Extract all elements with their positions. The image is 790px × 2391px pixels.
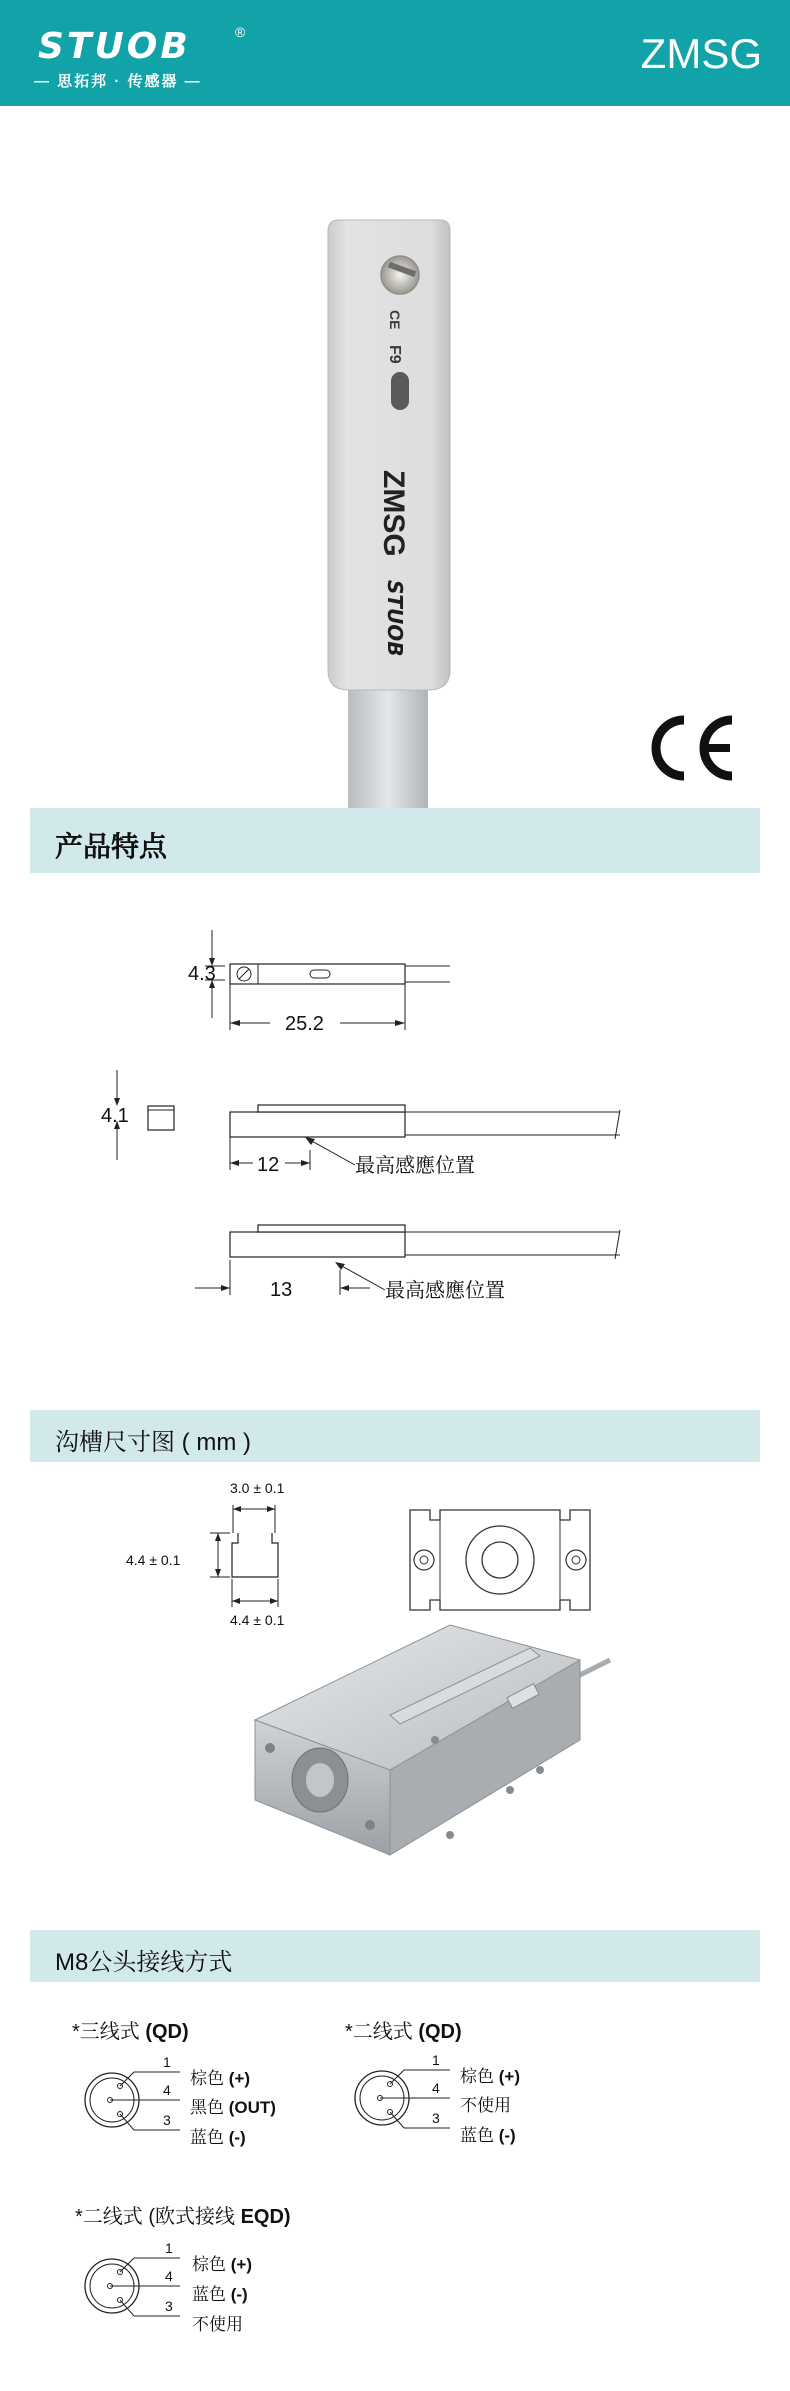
three-wire-pin-4: 4 — [163, 2082, 171, 2098]
brand-logo — [30, 26, 250, 92]
sense-position-label-b: 最高感應位置 — [385, 1278, 505, 1302]
marking-model: ZMSG — [377, 470, 410, 557]
dimension-side-view-b — [95, 1210, 655, 1320]
two-wire-eu-label-blue: 蓝色 (-) — [192, 2285, 248, 2304]
dim-sense-b-value: 13 — [270, 1279, 293, 1301]
three-wire-pin-1: 1 — [163, 2054, 171, 2070]
two-wire-title: *二线式 (QD) — [345, 2021, 462, 2043]
groove-dim-bottom: 4.4 ± 0.1 — [230, 1612, 285, 1628]
two-wire-eu-pin-4: 4 — [165, 2268, 173, 2284]
two-wire-eu-label-brown: 棕色 (+) — [192, 2255, 252, 2274]
three-wire-label-brown: 棕色 (+) — [190, 2069, 250, 2088]
two-wire-label-unused: 不使用 — [460, 2096, 511, 2115]
logo-wordmark: STUOB — [38, 26, 191, 67]
two-wire-pin-4: 4 — [432, 2080, 440, 2096]
three-wire-label-black: 黑色 (OUT) — [190, 2098, 276, 2117]
groove-dim-top: 3.0 ± 0.1 — [230, 1480, 285, 1496]
wiring-title: M8公头接线方式 — [55, 1949, 233, 1976]
sense-position-label-a: 最高感應位置 — [355, 1153, 475, 1177]
header-bar — [0, 0, 790, 106]
three-wire-pin-3: 3 — [163, 2112, 171, 2128]
features-title: 产品特点 — [55, 831, 168, 862]
two-wire-eu-pin-3: 3 — [165, 2298, 173, 2314]
two-wire-label-blue: 蓝色 (-) — [460, 2126, 516, 2145]
sensor-product-image — [300, 200, 480, 820]
cylinder-with-sensor-image — [240, 1620, 620, 1880]
marking-ce-small: CE — [387, 310, 403, 330]
page-title: ZMSG — [640, 30, 762, 77]
marking-brand: STUOB — [383, 580, 407, 657]
three-wire-connector-diagram — [80, 2048, 190, 2158]
two-wire-eu-label-unused: 不使用 — [192, 2315, 243, 2334]
dimension-side-view-a — [95, 1065, 655, 1195]
two-wire-eu-connector-diagram — [80, 2234, 190, 2344]
cylinder-end-view — [400, 1505, 600, 1620]
registered-mark: ® — [235, 24, 246, 40]
groove-dim-left: 4.4 ± 0.1 — [126, 1552, 181, 1568]
two-wire-connector-diagram — [350, 2046, 460, 2156]
marking-f9: F9 — [386, 345, 403, 364]
two-wire-pin-3: 3 — [432, 2110, 440, 2126]
dim-length-label: 25.2 — [285, 1013, 324, 1035]
three-wire-title: *三线式 (QD) — [72, 2021, 189, 2043]
two-wire-label-brown: 棕色 (+) — [460, 2067, 520, 2086]
groove-title: 沟槽尺寸图 ( mm ) — [55, 1429, 251, 1456]
two-wire-pin-1: 1 — [432, 2052, 440, 2068]
logo-subtitle: — 思拓邦 · 传感器 — — [34, 73, 202, 90]
dim-height-label: 4.3 — [188, 963, 216, 985]
dimension-top-view — [170, 900, 670, 1050]
two-wire-eu-title: *二线式 (欧式接线 EQD) — [75, 2206, 291, 2228]
dim-width-label: 4.1 — [101, 1105, 129, 1127]
dim-sense-a-value: 12 — [257, 1154, 280, 1176]
three-wire-label-blue: 蓝色 (-) — [190, 2128, 246, 2147]
two-wire-eu-pin-1: 1 — [165, 2240, 173, 2256]
ce-certification-mark — [640, 708, 740, 788]
